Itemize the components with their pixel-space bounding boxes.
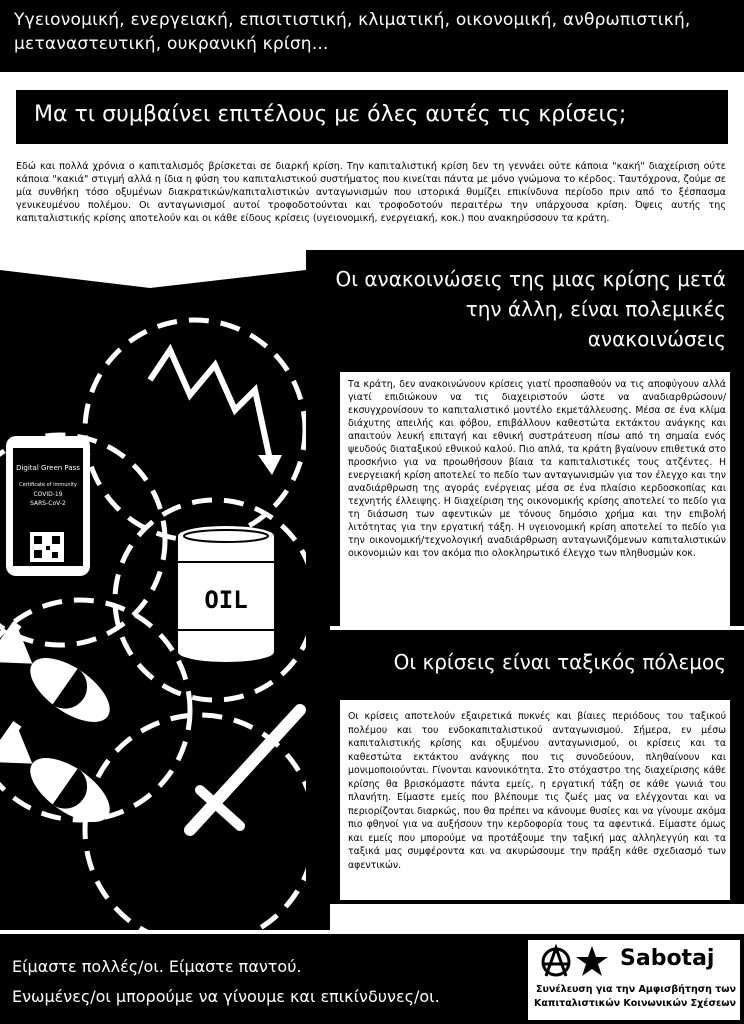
phone-title: Digital Green Pass [16,464,80,472]
intro-paragraph: Εδώ και πολλά χρόνια ο καπιταλισμός βρίσκεται σε διαρκή κρίση. Την καπιταλιστική κρίση δεν τη γεννάει ούτε κάποια "κακή" διαχείριση ούτε κάποια "κακιά" στιγμή αλλά η ίδια η φύση του καπιταλιστικού συστήματος που κινείται πάντα με μόνο γνώμονα το κέρδος. Ταυτόχρονα, ζούμε σε μία συνθήκη τόσο οξυμένων διακρατικών/καπιταλιστικών ανταγωνισμών που ιστορικά θυμίζει επικίνδυνα περίοδο πριν από το ξέσπασμα γενικευμένου πολέμου. Οι ανταγωνισμοί αυτοί τροφοδοτούνται και τροφοδοτούν περαιτέρω την υπάρχουσα κρίση. Όψεις αυτής της καπιταλιστικής κρίσης αποτελούν και οι κάθε είδους κρίσεις (υγειονομική, ενεργειακή, κοκ.) που ανακηρύσσουν τα κράτη. [16,161,726,224]
phone-line3: SARS-CoV-2 [30,500,66,507]
phone-line1: Certificate of immunity [19,482,77,488]
section2-header [306,630,744,694]
crisis-illustration [0,270,330,930]
section2-body: Οι κρίσεις αποτελούν εξαιρετικά πυκνές και βίαιες περιόδους του ταξικού πολέμου και του ενδοκαπιταλιστικού ανταγωνισμού. Σήμερα, εν μέσω καπιταλιστικής κρίσης και οξυμένου ανταγωνισμού, οι κρίσεις και τα καθεστώτα εκτάκτου ανάγκης που τις συνοδεύουν, πληθαίνουν και μονιμοποιούνται. Γίνονται κανονικότητα. Στο στόχαστρο της διαχείρισης κάθε κρίσης θα βρισκόμαστε πάντα εμείς, η εργατική τάξη σε κάθε γωνιά του πλανήτη. Είμαστε εμείς που βλέπουμε τις ζωές μας να ελέγχονται και να περιορίζονται διαρκώς, που θα πρέπει να κάνουμε θυσίες και να γίνουμε ακόμα πιο φθηνοί για να αυξήσουν την κερδοφορία τους τα αφεντικά. Είμαστε όμως και εμείς που μπορούμε να προτάξουμε την ταξική μας αλληλεγγύη και τα ταξικά μας συμφέροντα και να ακυρώσουμε την πράξη κάθε σχεδιασμό των αφεντικών. [340,700,730,900]
phone-icon [6,436,90,576]
oil-barrel-icon [178,526,274,662]
anarchy-star-icon [540,944,612,980]
headline-box [16,90,728,144]
phone-line2: COVID-19 [33,491,63,498]
section1-body: Τα κράτη, δεν ανακοινώνουν κρίσεις γιατί προσπαθούν να τις αποφύγουν αλλά γιατί επιδιώκουν να τις διαχειριστούν ώστε να αναδιαρθρώσουν/εκσυγχρονίσουν το καπιταλιστικό μοντέλο εκμετάλλευσης. Μέσα σε ένα κλίμα διάχυτης απειλής και φόβου, επιβάλλουν καθεστώτα εκτάκτου ανάγκης και απαιτούν λευκή επιταγή και εθνική συστράτευση πίσω από τη σημαία ενός ψευδούς διαταξικού εθνικού καλού. Πιο απλά, τα κράτη βγαίνουν επιθετικά στο προσκήνιο για να προωθήσουν βίαια τα καπιταλιστικές τους ατζέντες. Η ενεργειακή κρίση αποτελεί το πεδίο των ανταγωνισμών για τον έλεγχο και την αναδιάρθρωση της αγοράς ενέργειας μέσα σε ένα πλαίσιο κερδοσκοπίας και τεχνητής έλλειψης. Η διαχείριση της οικονομικής κρίσης αποτελεί το πεδίο για τη διάσωση των αφεντικών με τόνους δημόσιο χρήμα και την επιβολή λιτότητας για την εργατική τάξη. Η υγειονομική κρίση αποτελεί το πεδίο για την οικονομική/τεχνολογική αναδιάρθρωση ανταγωνιζόμενων καπιταλιστικών οικονομιών και τον ακόμα πιο ολοκληρωτικό έλεγχο των πληθυσμών κοκ. [340,372,730,626]
top-banner [0,0,744,72]
signature-line-1: Συνέλευση για την Αμφισβήτηση των [536,984,736,995]
signature-line-2: Καπιταλιστικών Κοινωνικών Σχέσεων [534,998,736,1009]
section1-header [306,250,744,370]
footer-slogan [12,952,532,1012]
signature-name: Sabotaj [620,946,715,971]
section2-title: Οι κρίσεις είναι ταξικός πόλεμος [393,650,726,674]
slogan-line-1: Είμαστε πολλές/οι. Είμαστε παντού. [12,957,302,976]
barrel-label: OIL [204,586,248,614]
slogan-line-2: Ενωμένες/οι μπορούμε να γίνουμε και επικίνδυνες/οι. [12,987,440,1006]
crisis-list-text: Υγειονομική, ενεργειακή, επισιτιστική, κλιματική, οικονομική, ανθρωπιστική, μεταναστευτική, ουκρανική κρίση... [14,10,691,54]
headline: Μα τι συμβαίνει επιτέλους με όλες αυτές τις κρίσεις; [34,102,627,127]
section1-title: Οι ανακοινώσεις της μιας κρίσης μετά την άλλη, είναι πολεμικές ανακοινώσεις [335,267,726,351]
